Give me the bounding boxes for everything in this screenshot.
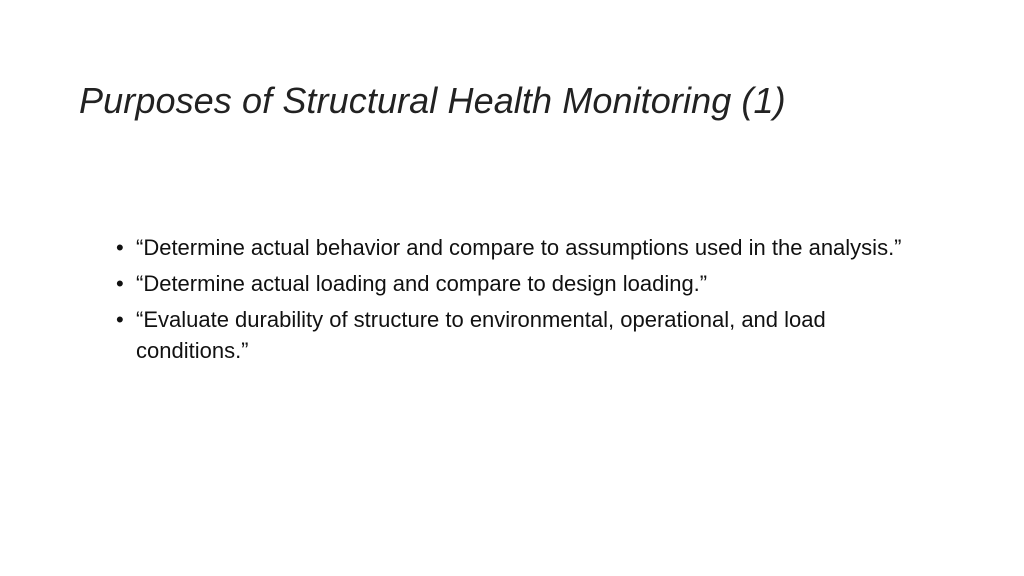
bullet-item [112, 232, 942, 263]
slide-title: Purposes of Structural Health Monitoring (1) [79, 80, 786, 122]
bullet-item [112, 304, 942, 366]
bullet-text: “Evaluate durability of structure to environmental, operational, and load conditions.” [136, 307, 826, 363]
slide-content [112, 232, 942, 371]
bullet-text: “Determine actual behavior and compare to assumptions used in the analysis.” [136, 235, 902, 260]
bullet-marker: • [116, 235, 124, 260]
bullet-marker: • [116, 271, 124, 296]
bullet-text: “Determine actual loading and compare to design loading.” [136, 271, 708, 296]
bullet-list [112, 232, 942, 366]
bullet-marker: • [116, 307, 124, 332]
bullet-item [112, 268, 942, 299]
